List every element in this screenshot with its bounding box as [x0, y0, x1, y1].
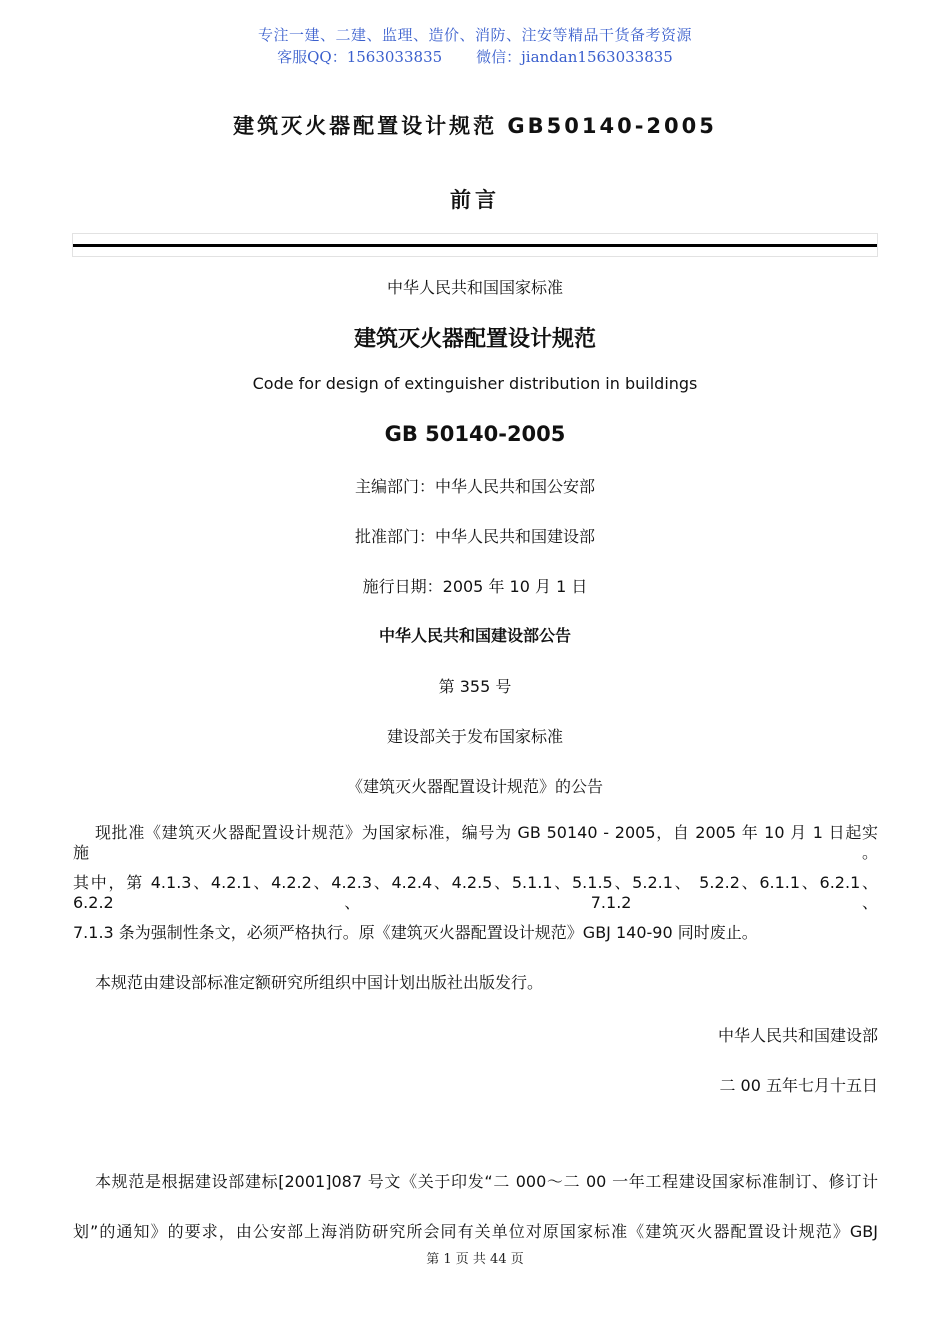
preface-paragraph-line-2: 划”的通知》的要求，由公安部上海消防研究所会同有关单位对原国家标准《建筑灭火器配置设计规范》GBJ [73, 1222, 878, 1241]
announcement-signer: 中华人民共和国建设部 [717, 1026, 878, 1045]
rule-line [73, 244, 877, 247]
document-title: 建筑灭火器配置设计规范 GB50140-2005 [233, 114, 717, 138]
announcement-date: 二 00 五年七月十五日 [719, 1076, 878, 1095]
effective-date: 施行日期：2005 年 10 月 1 日 [362, 577, 588, 596]
header-wechat: 微信：jiandan1563033835 [476, 48, 673, 66]
standard-type: 中华人民共和国国家标准 [386, 278, 563, 297]
announcement-body-line-3: 7.1.3 条为强制性条文，必须严格执行。原《建筑灭火器配置设计规范》GBJ 140-90 同时废止。 [73, 923, 758, 942]
announcement-body-line-2: 其中，第 4.1.3、4.2.1、4.2.2、4.2.3、4.2.4、4.2.5、5.1.1、5.1.5、5.2.1、 5.2.2、6.1.1、6.2.1、6.2.2、7.1.2、 [73, 873, 878, 912]
approver-department: 批准部门：中华人民共和国建设部 [354, 527, 595, 546]
announcement-subject-1: 建设部关于发布国家标准 [386, 727, 563, 746]
editor-department: 主编部门：中华人民共和国公安部 [354, 477, 595, 496]
header-qq: 客服QQ：1563033835 [277, 48, 443, 66]
standard-title-cn: 建筑灭火器配置设计规范 [353, 327, 596, 352]
page-footer: 第 1 页 共 44 页 [426, 1252, 524, 1267]
standard-code: GB 50140-2005 [384, 422, 566, 446]
announcement-subject-2: 《建筑灭火器配置设计规范》的公告 [346, 777, 603, 796]
preface-heading: 前言 [450, 188, 500, 212]
header-contact [0, 46, 950, 67]
announcement-number: 第 355 号 [438, 677, 512, 696]
publish-note: 本规范由建设部标准定额研究所组织中国计划出版社出版发行。 [95, 973, 544, 992]
header-promo-text: 专注一建、二建、监理、造价、消防、注安等精品干货备考资源 [257, 26, 692, 44]
announcement-heading: 中华人民共和国建设部公告 [378, 626, 571, 645]
horizontal-rule [72, 233, 878, 257]
standard-title-en: Code for design of extinguisher distribution in buildings [252, 374, 698, 393]
announcement-body-line-1: 现批准《建筑灭火器配置设计规范》为国家标准，编号为 GB 50140 - 2005，自 2005 年 10 月 1 日起实施。 [73, 823, 878, 862]
preface-paragraph-line-1: 本规范是根据建设部建标[2001]087 号文《关于印发“二 000～二 00 一年工程建设国家标准制订、修订计 [95, 1172, 878, 1191]
